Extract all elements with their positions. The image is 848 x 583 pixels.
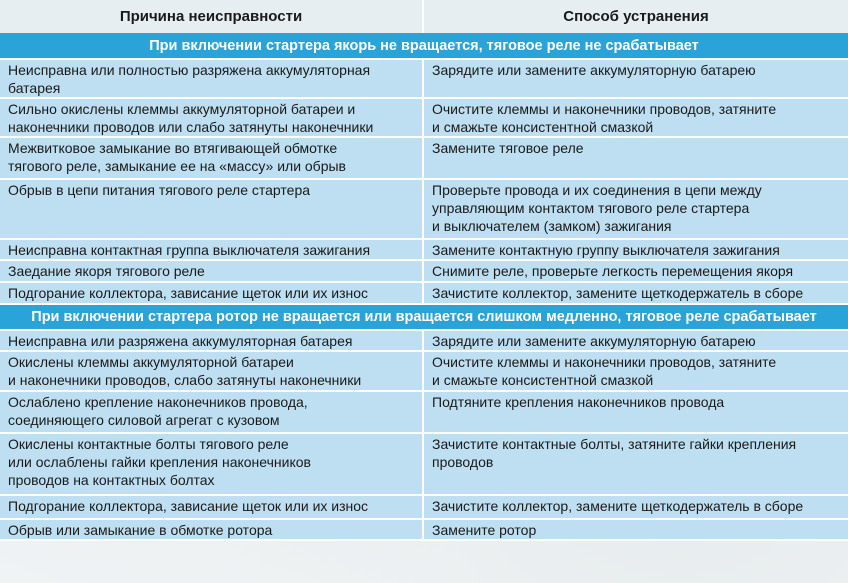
cause-cell: Заедание якоря тягового реле [0, 261, 424, 283]
table-row [0, 434, 848, 496]
remedy-cell: Очистите клеммы и наконечники проводов, затяните и смажьте консистентной смазкой [424, 99, 848, 138]
header-remedy: Способ устранения [424, 0, 848, 33]
section-1-row [0, 33, 848, 60]
remedy-cell: Зачистите коллектор, замените щеткодержатель в сборе [424, 496, 848, 520]
table-row [0, 520, 848, 541]
table-row [0, 283, 848, 305]
table-row [0, 496, 848, 520]
cause-cell: Окислены контактные болты тягового реле или ослаблены гайки крепления наконечников проводов на контактных болтах [0, 434, 424, 496]
remedy-cell: Зачистите коллектор, замените щеткодержатель в сборе [424, 283, 848, 305]
cause-cell: Ослаблено крепление наконечников провода, соединяющего силовой агрегат с кузовом [0, 392, 424, 434]
table-header-row [0, 0, 848, 33]
section-title: При включении стартера ротор не вращается или вращается слишком медленно, тяговое реле срабатывает [0, 305, 848, 331]
remedy-cell: Очистите клеммы и наконечники проводов, затяните и смажьте консистентной смазкой [424, 352, 848, 392]
table-row [0, 99, 848, 138]
cause-cell: Подгорание коллектора, зависание щеток или их износ [0, 283, 424, 305]
remedy-cell: Снимите реле, проверьте легкость перемещения якоря [424, 261, 848, 283]
table-row [0, 180, 848, 240]
remedy-cell: Замените тяговое реле [424, 138, 848, 180]
section-2-row [0, 305, 848, 331]
cause-cell: Неисправна или разряжена аккумуляторная батарея [0, 331, 424, 352]
remedy-cell: Замените контактную группу выключателя зажигания [424, 240, 848, 261]
cause-cell: Сильно окислены клеммы аккумуляторной батареи и наконечники проводов или слабо затянуты наконечники [0, 99, 424, 138]
remedy-cell: Зарядите или замените аккумуляторную батарею [424, 331, 848, 352]
section-title: При включении стартера якорь не вращается, тяговое реле не срабатывает [0, 33, 848, 60]
remedy-cell: Подтяните крепления наконечников провода [424, 392, 848, 434]
remedy-cell: Зарядите или замените аккумуляторную батарею [424, 60, 848, 99]
table-row [0, 261, 848, 283]
table-row [0, 138, 848, 180]
table-row [0, 352, 848, 392]
header-cause: Причина неисправности [0, 0, 424, 33]
remedy-cell: Замените ротор [424, 520, 848, 541]
cause-cell: Неисправна или полностью разряжена аккумуляторная батарея [0, 60, 424, 99]
cause-cell: Подгорание коллектора, зависание щеток или их износ [0, 496, 424, 520]
table-row [0, 60, 848, 99]
cause-cell: Обрыв в цепи питания тягового реле стартера [0, 180, 424, 240]
table-row [0, 392, 848, 434]
cause-cell: Неисправна контактная группа выключателя зажигания [0, 240, 424, 261]
table-row [0, 331, 848, 352]
cause-cell: Окислены клеммы аккумуляторной батареи и наконечники проводов, слабо затянуты наконечники [0, 352, 424, 392]
cause-cell: Межвитковое замыкание во втягивающей обмотке тягового реле, замыкание ее на «массу» или обрыв [0, 138, 424, 180]
table-row [0, 240, 848, 261]
cause-cell: Обрыв или замыкание в обмотке ротора [0, 520, 424, 541]
remedy-cell: Проверьте провода и их соединения в цепи между управляющим контактом тягового реле стартера и выключателем (замком) зажигания [424, 180, 848, 240]
remedy-cell: Зачистите контактные болты, затяните гайки крепления проводов [424, 434, 848, 496]
